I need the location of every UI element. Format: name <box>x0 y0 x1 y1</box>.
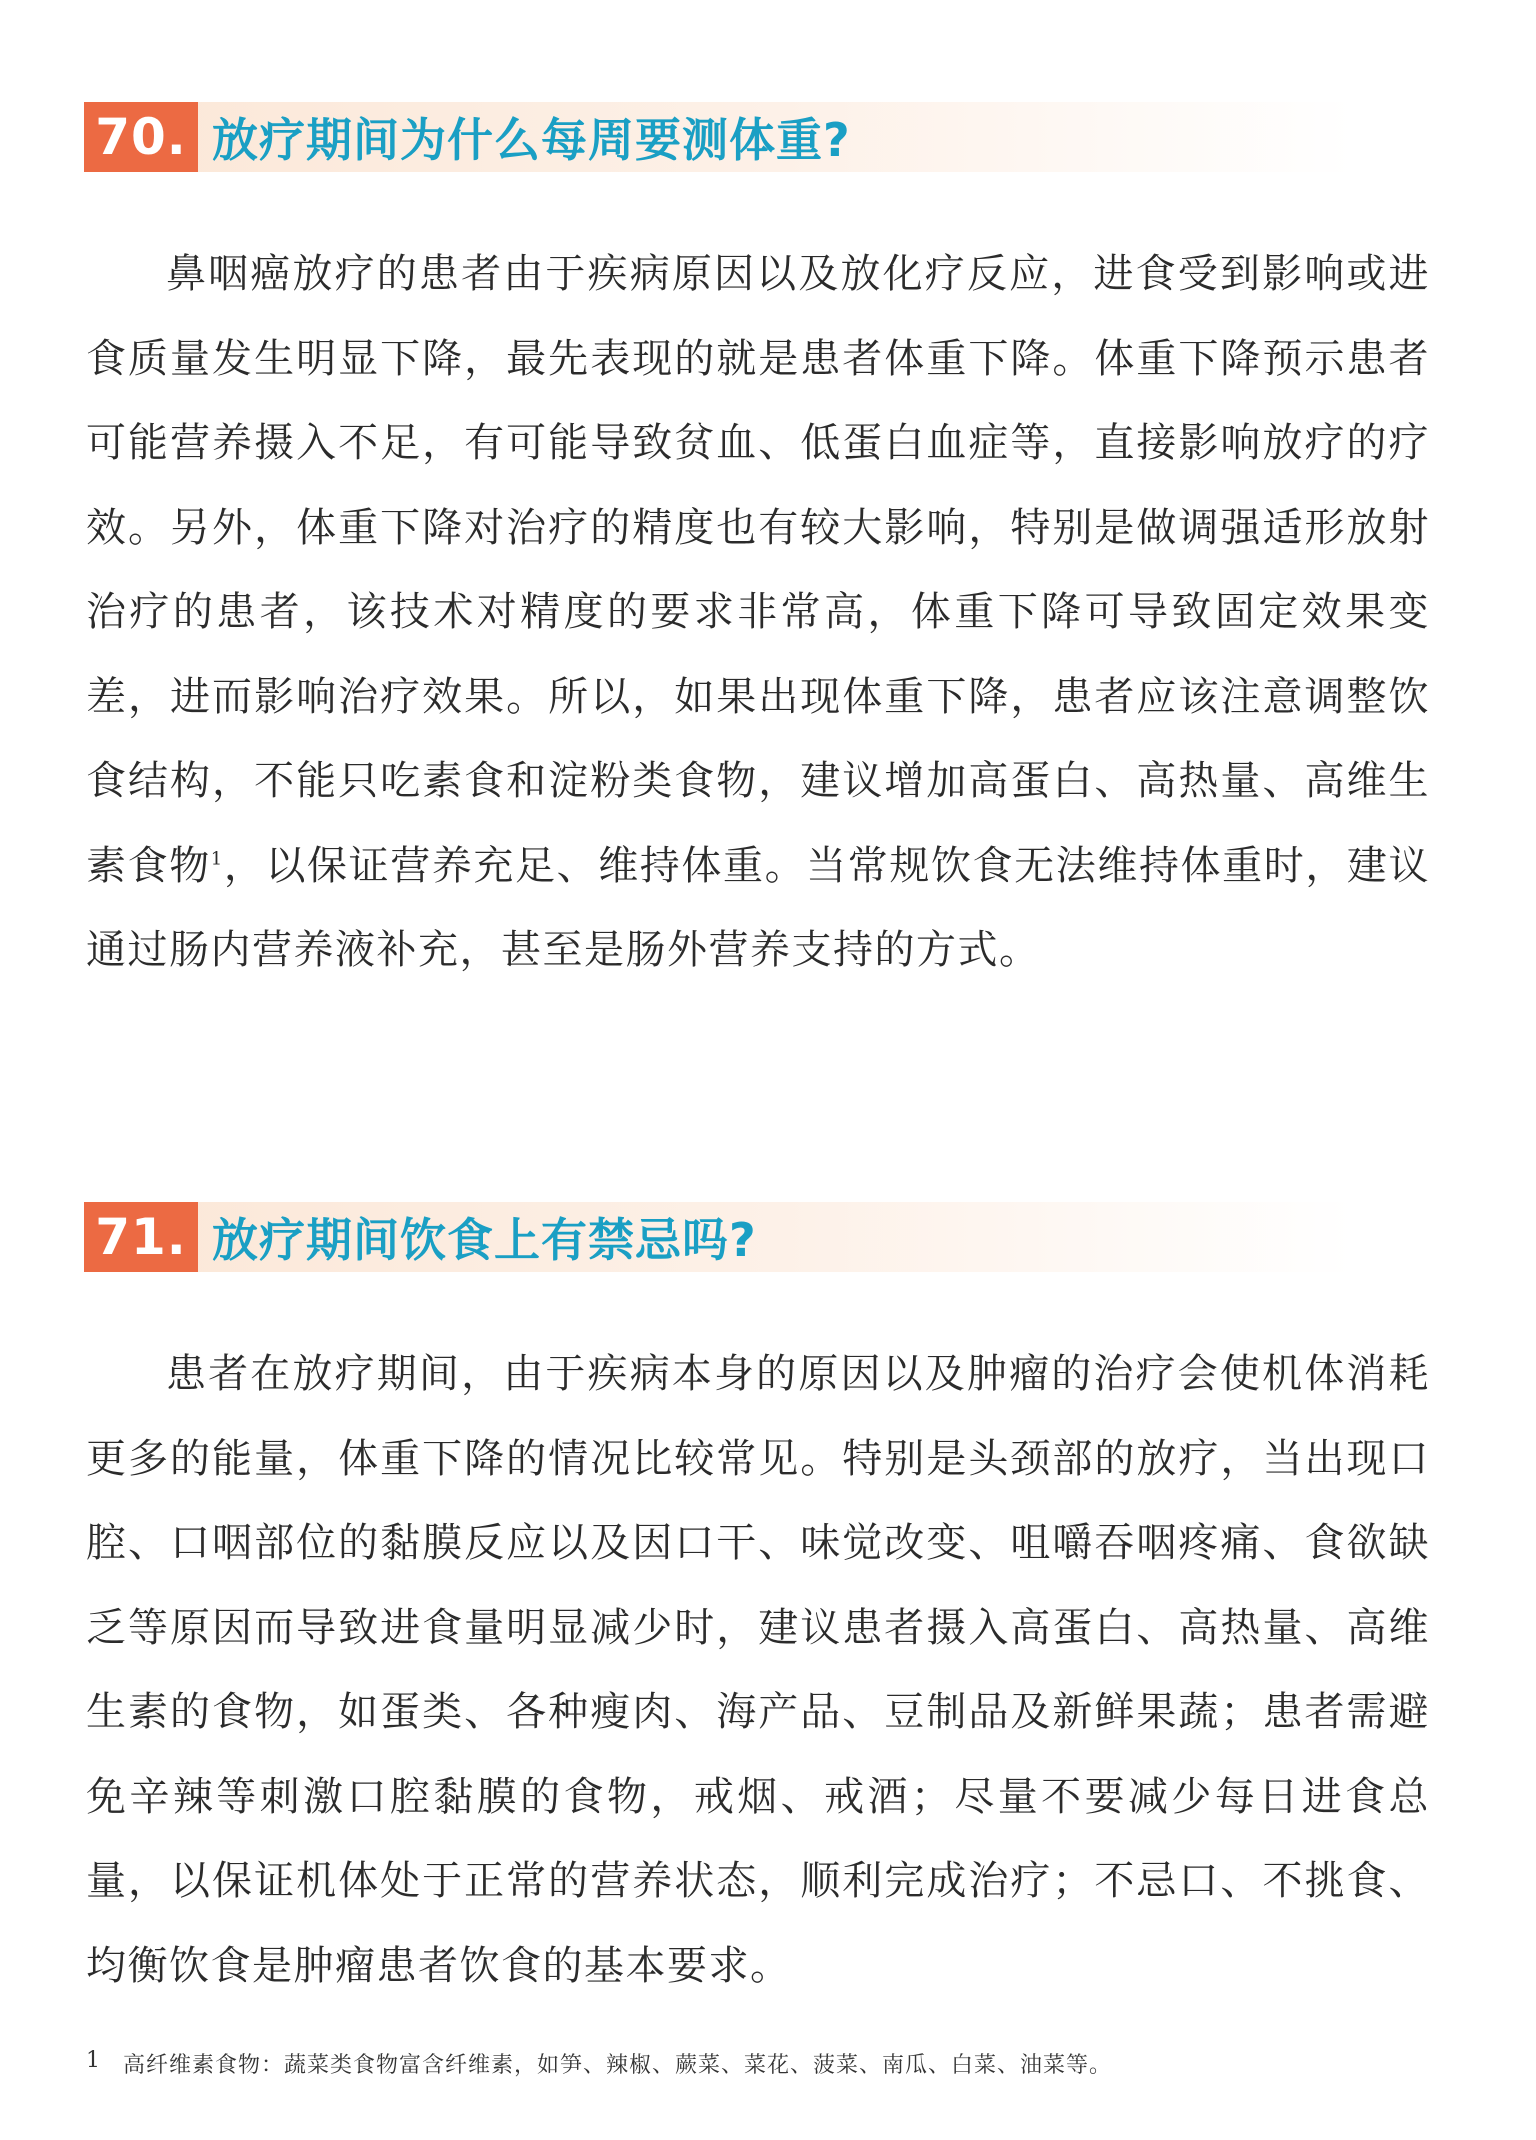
paragraph-text-part1: 鼻咽癌放疗的患者由于疾病原因以及放化疗反应，进食受到影响或进食质量发生明显下降，最先表现的就是患者体重下降。体重下降预示患者可能营养摄入不足，有可能导致贫血、低蛋白血症等，直接影响放疗的疗效。另外，体重下降对治疗的精度也有较大影响，特别是做调强适形放射治疗的患者，该技术对精度的要求非常高，体重下降可导致固定效果变差，进而影响治疗效果。所以，如果出现体重下降，患者应该注意调整饮食结构，不能只吃素食和淀粉类食物，建议增加高蛋白、高热量、高维生素食物 <box>86 251 1430 889</box>
section-title: 放疗期间饮食上有禁忌吗? <box>212 1213 757 1267</box>
footnote-text: 高纤维素食物：蔬菜类食物富含纤维素，如笋、辣椒、蕨菜、菜花、菠菜、南瓜、白菜、油菜等。 <box>123 2053 1113 2078</box>
question-number: 70. <box>84 102 198 172</box>
section-header <box>84 1202 1354 1272</box>
section-paragraph: 患者在放疗期间，由于疾病本身的原因以及肿瘤的治疗会使机体消耗更多的能量，体重下降的情况比较常见。特别是头颈部的放疗，当出现口腔、口咽部位的黏膜反应以及因口干、味觉改变、咀嚼吞咽疼痛、食欲缺乏等原因而导致进食量明显减少时，建议患者摄入高蛋白、高热量、高维生素的食物，如蛋类、各种瘦肉、海产品、豆制品及新鲜果蔬；患者需避免辛辣等刺激口腔黏膜的食物，戒烟、戒酒；尽量不要减少每日进食总量，以保证机体处于正常的营养状态，顺利完成治疗；不忌口、不挑食、均衡饮食是肿瘤患者饮食的基本要求。 <box>86 1351 1430 1989</box>
question-number: 71. <box>84 1202 198 1272</box>
footnote <box>86 2048 1430 2079</box>
section-header <box>84 102 1354 172</box>
section-title: 放疗期间为什么每周要测体重? <box>212 113 851 167</box>
footnote-marker: 1 <box>86 2048 101 2073</box>
section-paragraph <box>86 232 1430 993</box>
paragraph-text-part2: ，以保证营养充足、维持体重。当常规饮食无法维持体重时，建议通过肠内营养液补充，甚至是肠外营养支持的方式。 <box>86 842 1431 973</box>
footnote-reference[interactable]: 1 <box>210 848 224 870</box>
